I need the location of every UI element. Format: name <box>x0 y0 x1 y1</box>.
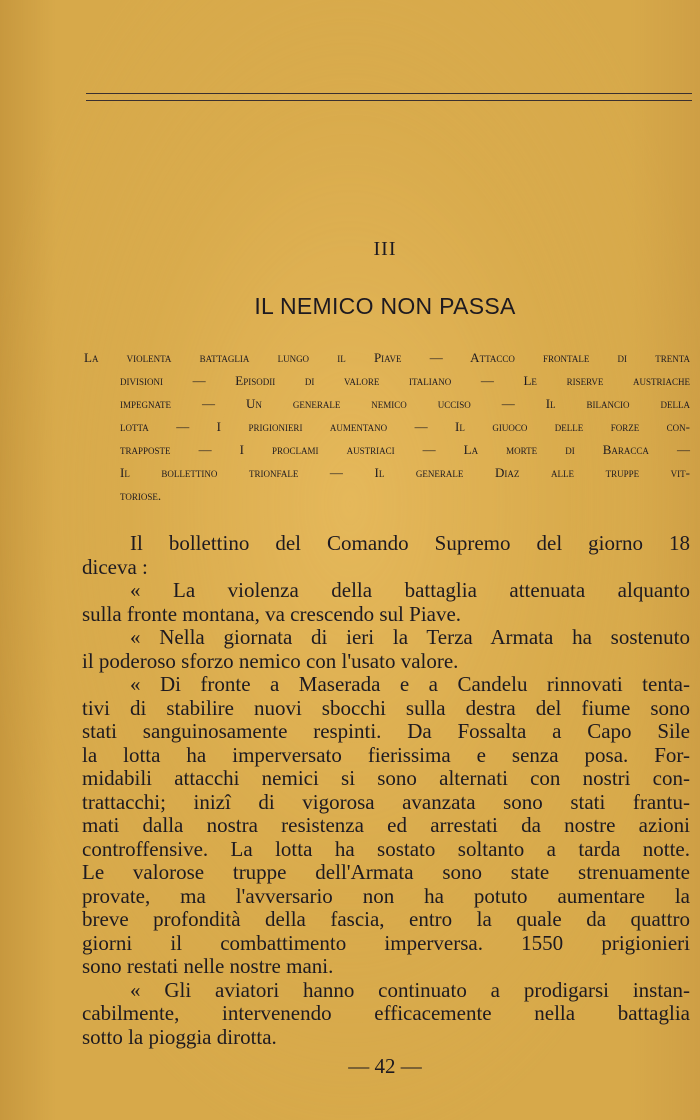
body-line: Le valorose truppe dell'Armata sono state strenuamente <box>82 860 690 884</box>
body-line: sono restati nelle nostre mani. <box>82 954 334 978</box>
body-line: « La violenza della battaglia attenuata alquanto <box>130 578 690 602</box>
header-rule-thin <box>86 100 692 101</box>
body-line: breve profondità della fascia, entro la quale da quattro <box>82 907 690 931</box>
body-line: mati dalla nostra resistenza ed arrestati da nostre azioni <box>82 813 690 837</box>
chapter-summary <box>84 346 690 507</box>
body-line: Il bollettino del Comando Supremo del giorno 18 <box>130 531 690 555</box>
body-line: tivi di stabilire nuovi sbocchi sulla destra del fiume sono <box>82 695 690 720</box>
body-line: diceva : <box>82 554 148 579</box>
page-number: — 42 — <box>348 1054 422 1078</box>
summary-line: lotta — I prigionieri aumentano — Il giuoco delle forze con- <box>120 419 690 434</box>
body-line: stati sanguinosamente respinti. Da Fossalta a Capo Sile <box>82 719 690 743</box>
body-line: midabili attacchi nemici si sono alternati con nostri con- <box>82 766 690 790</box>
body-line: sulla fronte montana, va crescendo sul Piave. <box>82 601 462 626</box>
body-line: controffensive. La lotta ha sostato soltanto a tarda notte. <box>82 836 690 861</box>
body-line: giorni il combattimento imperversa. 1550 prigionieri <box>82 930 690 955</box>
summary-line: trapposte — I proclami austriaci — La morte di Baracca — <box>120 442 690 457</box>
body-line: « Nella giornata di ieri la Terza Armata ha sostenuto <box>130 625 690 649</box>
summary-line: Il bollettino trionfale — Il generale Diaz alle truppe vit- <box>120 465 690 480</box>
summary-line: La violenta battaglia lungo il Piave — Attacco frontale di trenta <box>84 350 690 365</box>
summary-line: divisioni — Episodii di valore italiano — Le riserve austriache <box>120 373 690 388</box>
chapter-title: IL NEMICO NON PASSA <box>254 293 516 319</box>
body-line: trattacchi; inizî di vigorosa avanzata sono stati frantu- <box>82 789 690 814</box>
body-line: cabilmente, intervenendo efficacemente nella battaglia <box>82 1001 690 1025</box>
body-line: « Di fronte a Maserada e a Candelu rinnovati tenta- <box>130 672 690 696</box>
body-line: « Gli aviatori hanno continuato a prodigarsi instan- <box>130 977 690 1002</box>
body-line: sotto la pioggia dirotta. <box>82 1024 277 1049</box>
body-text <box>82 532 690 1049</box>
summary-line: toriose. <box>120 488 162 503</box>
summary-line: impegnate — Un generale nemico ucciso — Il bilancio della <box>120 396 690 411</box>
body-line: il poderoso sforzo nemico con l'usato valore. <box>82 648 459 673</box>
header-rule <box>86 93 692 94</box>
body-line: la lotta ha imperversato fierissima e senza posa. For- <box>82 742 690 767</box>
body-line: provate, ma l'avversario non ha potuto aumentare la <box>82 883 690 908</box>
chapter-number: III <box>373 238 397 260</box>
